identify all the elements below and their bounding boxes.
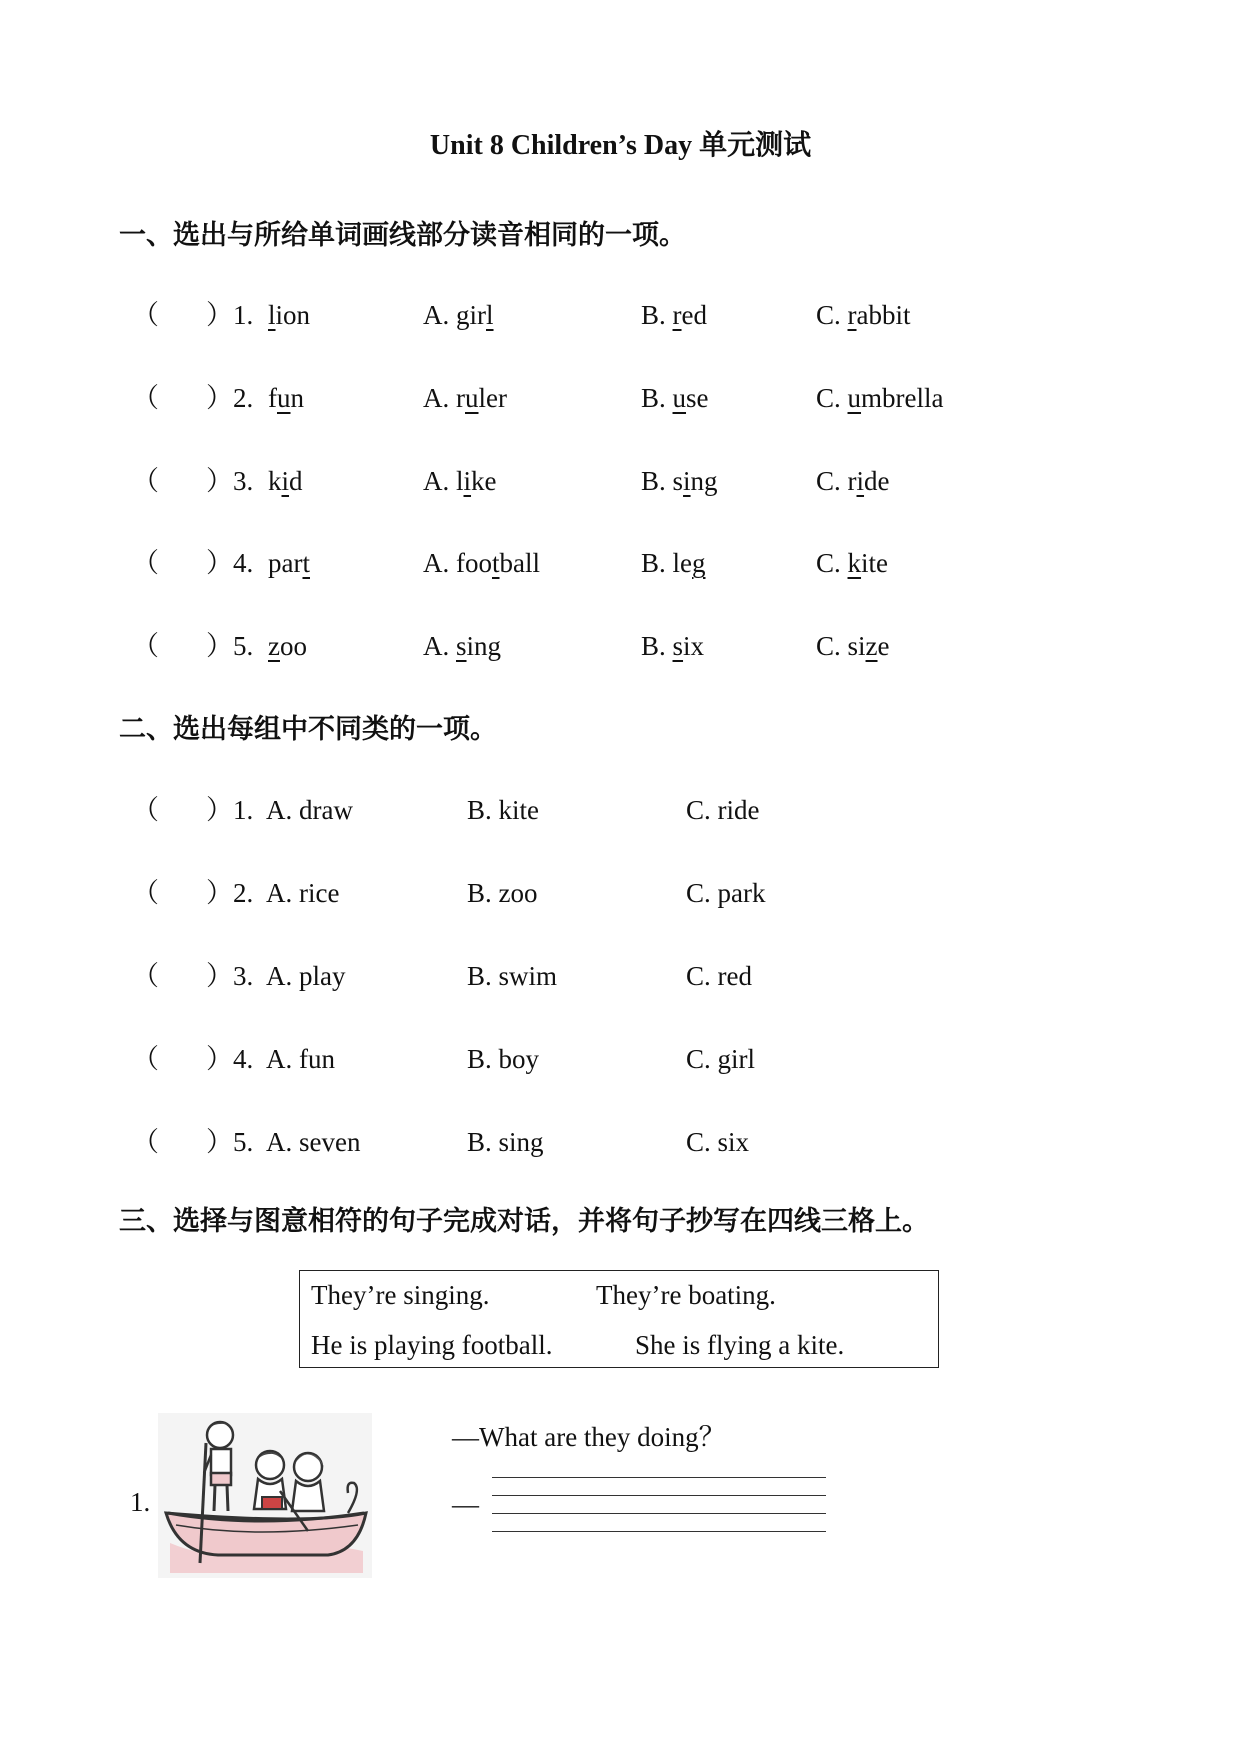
- underlined-letters: l: [268, 300, 276, 330]
- four-line-writing-grid[interactable]: [492, 1477, 826, 1531]
- answer-bracket-close: ）: [206, 300, 233, 330]
- answer-bracket-close: ）: [206, 961, 233, 991]
- option-a: A. sing: [423, 631, 502, 661]
- section-2-heading: 二、选出每组中不同类的一项。: [119, 714, 497, 745]
- option-c: C. ride: [686, 795, 760, 825]
- answer-bracket-open: （: [132, 548, 159, 578]
- boating-picture: [158, 1413, 372, 1578]
- question-number: 2.: [233, 878, 254, 908]
- given-word: fun: [268, 383, 304, 413]
- given-word: kid: [268, 466, 303, 496]
- option-c: C. park: [686, 878, 766, 908]
- question-row: [0, 1122, 1241, 1162]
- question-number: 1.: [233, 300, 254, 330]
- answer-bracket-close: ）: [206, 631, 233, 661]
- writing-line: [492, 1531, 826, 1532]
- underlined-letters: k: [847, 548, 862, 578]
- underlined-letters: u: [847, 383, 862, 413]
- page-title: Unit 8 Children’s Day 单元测试: [429, 130, 812, 161]
- children-boating-illustration: [158, 1413, 372, 1578]
- given-word: lion: [268, 300, 311, 330]
- answer-bracket-close: ）: [206, 878, 233, 908]
- option-b: B. six: [641, 631, 705, 661]
- underlined-letters: i: [281, 466, 290, 496]
- option-sentence: He is playing football.: [311, 1330, 553, 1360]
- given-word: part: [268, 548, 310, 578]
- underlined-letters: r: [672, 300, 682, 330]
- sentence-options-box: [299, 1270, 939, 1368]
- underlined-letters: i: [683, 466, 691, 496]
- given-word: zoo: [268, 631, 307, 661]
- question-number: 4.: [233, 1044, 254, 1074]
- section-3-heading: 三、选择与图意相符的句子完成对话，并将句子抄写在四线三格上。: [119, 1206, 929, 1237]
- answer-bracket-close: ）: [206, 1127, 233, 1157]
- answer-bracket-open: （: [132, 961, 159, 991]
- answer-bracket-open: （: [132, 631, 159, 661]
- option-a: A. seven: [266, 1127, 361, 1157]
- option-a: A. draw: [266, 795, 353, 825]
- answer-bracket-close: ）: [206, 466, 233, 496]
- answer-bracket-open: （: [132, 795, 159, 825]
- answer-bracket-open: （: [132, 1044, 159, 1074]
- underlined-letters: l: [486, 300, 494, 330]
- underlined-letters: r: [847, 300, 857, 330]
- section-1-heading: 一、选出与所给单词画线部分读音相同的一项。: [119, 220, 686, 251]
- answer-bracket-close: ）: [206, 795, 233, 825]
- answer-bracket-open: （: [132, 1127, 159, 1157]
- underlined-letters: z: [865, 631, 878, 661]
- question-row: [0, 956, 1241, 996]
- question-number: 5.: [233, 1127, 254, 1157]
- option-b: B. swim: [467, 961, 558, 991]
- option-c: C. ride: [816, 466, 890, 496]
- option-c: C. kite: [816, 548, 889, 578]
- dialogue-answer-dash: —: [452, 1489, 479, 1519]
- answer-bracket-close: ）: [206, 383, 233, 413]
- option-b: B. use: [641, 383, 709, 413]
- question-row: [0, 295, 1241, 335]
- underlined-letters: u: [465, 383, 479, 413]
- question-row: [0, 461, 1241, 501]
- question-number: 2.: [233, 383, 254, 413]
- underlined-letters: t: [492, 548, 500, 578]
- answer-bracket-close: ）: [206, 548, 233, 578]
- option-a: A. play: [266, 961, 346, 991]
- underlined-letters: u: [672, 383, 687, 413]
- writing-line: [492, 1513, 826, 1514]
- dialogue-question: —What are they doing？: [452, 1422, 726, 1452]
- option-c: C. size: [816, 631, 890, 661]
- option-b: B. red: [641, 300, 707, 330]
- underlined-letters: t: [302, 548, 310, 578]
- option-a: A. girl: [423, 300, 494, 330]
- option-c: C. red: [686, 961, 752, 991]
- underlined-letters: u: [277, 383, 291, 413]
- option-b: B. sing: [467, 1127, 544, 1157]
- underlined-letters: g: [692, 548, 706, 578]
- option-a: A. ruler: [423, 383, 507, 413]
- answer-bracket-open: （: [132, 383, 159, 413]
- option-b: B. zoo: [467, 878, 538, 908]
- question-row: [0, 543, 1241, 583]
- answer-bracket-open: （: [132, 300, 159, 330]
- option-b: B. boy: [467, 1044, 540, 1074]
- answer-bracket-open: （: [132, 466, 159, 496]
- writing-line: [492, 1477, 826, 1478]
- question-number: 3.: [233, 961, 254, 991]
- underlined-letters: i: [856, 466, 865, 496]
- question-number: 5.: [233, 631, 254, 661]
- option-sentence: They’re singing.: [311, 1280, 490, 1310]
- option-sentence: They’re boating.: [596, 1280, 776, 1310]
- underlined-letters: s: [456, 631, 467, 661]
- question-row: [0, 1039, 1241, 1079]
- underlined-letters: z: [268, 631, 280, 661]
- option-a: A. fun: [266, 1044, 335, 1074]
- question-row: [0, 626, 1241, 666]
- question-number: 1.: [130, 1487, 151, 1517]
- question-number: 3.: [233, 466, 254, 496]
- option-a: A. football: [423, 548, 541, 578]
- option-c: C. umbrella: [816, 383, 944, 413]
- underlined-letters: s: [672, 631, 684, 661]
- option-b: B. sing: [641, 466, 718, 496]
- option-a: A. like: [423, 466, 497, 496]
- underlined-letters: i: [463, 466, 472, 496]
- answer-bracket-close: ）: [206, 1044, 233, 1074]
- question-row: [0, 378, 1241, 418]
- question-number: 4.: [233, 548, 254, 578]
- option-c: C. rabbit: [816, 300, 911, 330]
- writing-line: [492, 1495, 826, 1496]
- question-number: 1.: [233, 795, 254, 825]
- option-b: B. kite: [467, 795, 539, 825]
- option-a: A. rice: [266, 878, 340, 908]
- option-b: B. leg: [641, 548, 706, 578]
- question-row: [0, 873, 1241, 913]
- question-row: [0, 790, 1241, 830]
- option-c: C. girl: [686, 1044, 756, 1074]
- option-c: C. six: [686, 1127, 750, 1157]
- option-sentence: She is flying a kite.: [635, 1330, 845, 1360]
- answer-bracket-open: （: [132, 878, 159, 908]
